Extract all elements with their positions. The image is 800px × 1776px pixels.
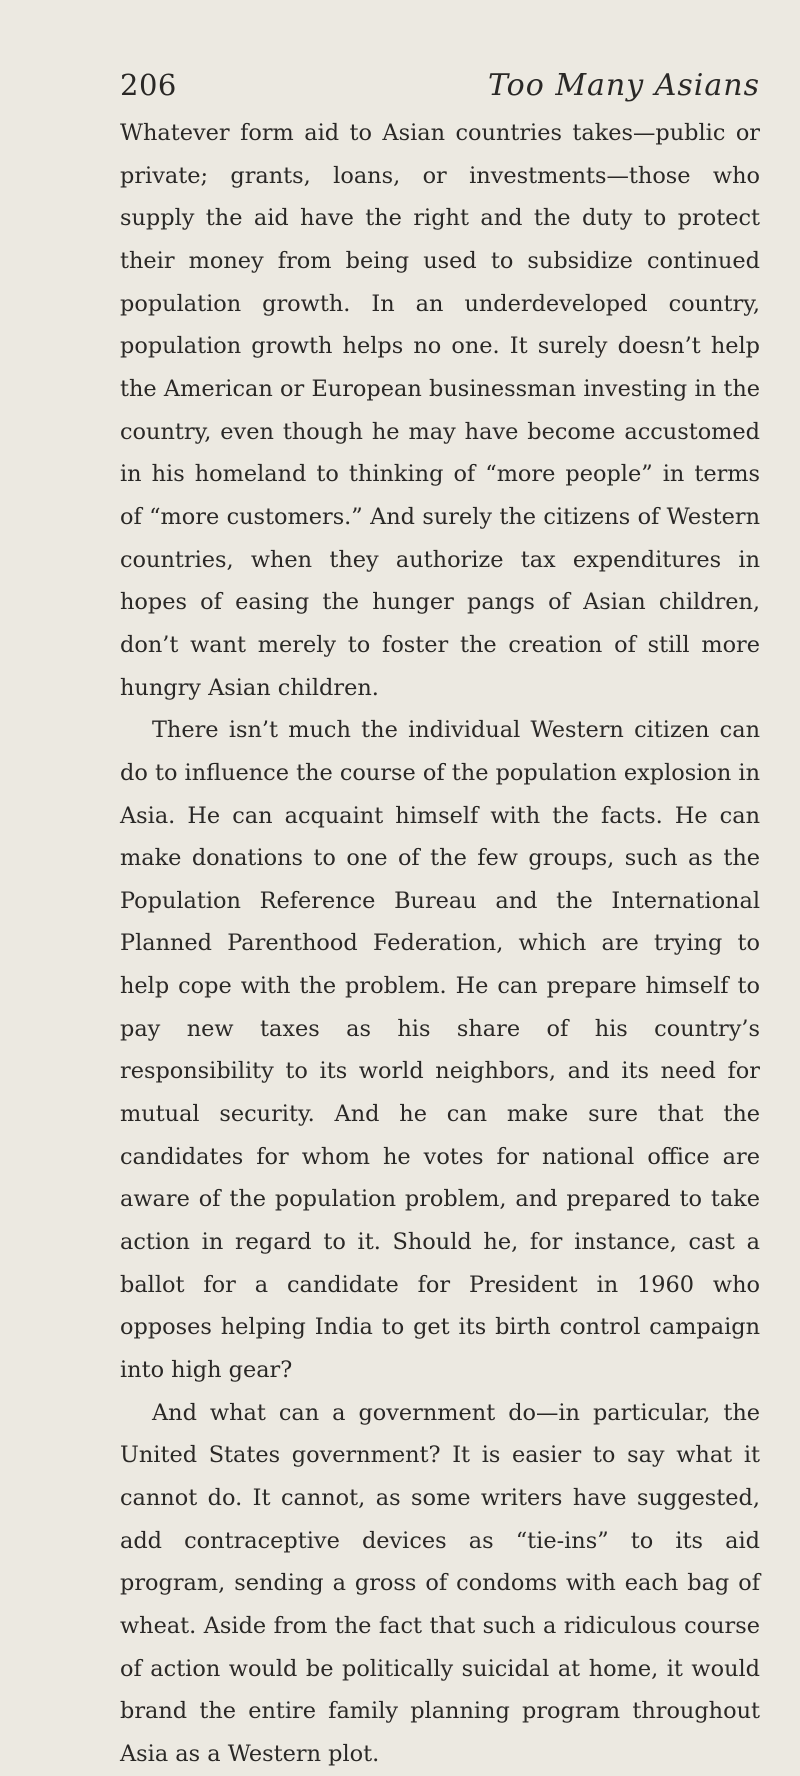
paragraph: And what can a government do—in particular, the United States government? It is easier to say what it cannot do. It cannot, as some writers have suggested, add contraceptive devices as “tie-ins” to its aid program, sending a gross of condoms with each bag of wheat. Aside from the fact that such a ridiculous course of action would be politically suicidal at home, it would brand the entire family planning program throughout Asia as a Western plot.	[120, 1399, 760, 1767]
paragraph: Whatever form aid to Asian countries takes—public or private; grants, loans, or investments—those who supply the aid have the right and the duty to protect their money from being used to subsidize continued population growth. In an underdeveloped country, population growth helps no one. It surely doesn’t help the American or European businessman investing in the country, even though he may have become accustomed in his homeland to thinking of “more people” in terms of “more customers.” And surely the citizens of Western countries, when they authorize tax expenditures in hopes of easing the hunger pangs of Asian children, don’t want merely to foster the creation of still more hungry Asian children.	[120, 120, 760, 701]
paragraph: There isn’t much the individual Western citizen can do to influence the course of the population explosion in Asia. He can acquaint himself with the facts. He can make donations to one of the few groups, such as the Population Reference Bureau and the International Planned Parenthood Federation, which are trying to help cope with the problem. He can prepare himself to pay new taxes as his share of his country’s responsibility to its world neighbors, and its need for mutual security. And he can make sure that the candidates for whom he votes for national office are aware of the population problem, and prepared to take action in regard to it. Should he, for instance, cast a ballot for a candidate for President in 1960 who opposes helping India to get its birth control campaign into high gear?	[120, 717, 760, 1384]
page-number: 206	[120, 68, 177, 102]
body-text	[120, 112, 760, 1776]
running-head	[120, 68, 760, 108]
running-title: Too Many Asians	[487, 68, 760, 103]
